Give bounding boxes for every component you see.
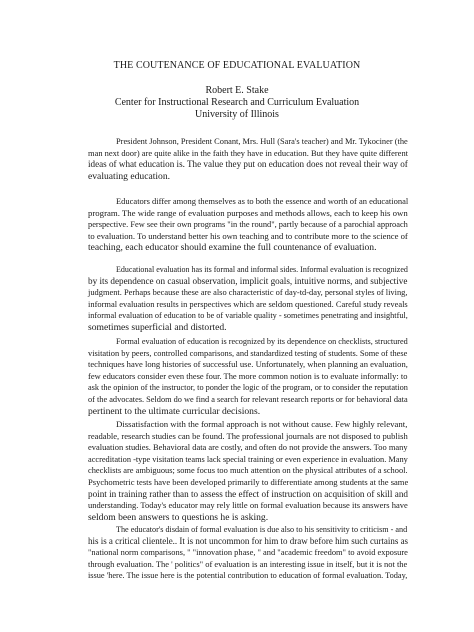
paragraph-line: Psychometric tests have been developed primarily to differentiate among students at the same — [88, 476, 409, 487]
paragraph-line: The educator's disdain of formal evaluation is due also to his sensitivity to criticism - and — [116, 525, 408, 534]
paragraph-line: evaluation studies. Behavioral data are costly, and often do not provide the answers. Too many — [88, 442, 408, 453]
paragraph-line: ask the opinion of the instructor, to ponder the logic of the program, or to consider the reputation — [88, 383, 408, 393]
affiliation-university: University of Illinois — [195, 109, 279, 120]
paragraph-line: evaluating education. — [88, 170, 171, 182]
paragraph-line: by its dependence on casual observation, implicit goals, intuitive norms, and subjective — [88, 275, 408, 286]
paragraph-6 — [88, 524, 408, 582]
paragraph-line: checklists are ambiguous; some focus too much attention on the physical attributes of a school. — [88, 466, 408, 476]
paragraph-line: Educators differ among themselves as to both the essence and worth of an educational — [116, 196, 409, 206]
paragraph-line: program. The wide range of evaluation purposes and methods allows, each to keep his own — [88, 207, 408, 218]
paragraph-line: pertinent to the ultimate curricular decisions. — [88, 405, 261, 417]
author-name: Robert E. Stake — [205, 85, 269, 96]
paragraph-line: visitation by peers, controlled comparisons, and standardized testing of students. Some of these — [88, 348, 408, 358]
paragraph-line: techniques have long histories of successful use. Unfortunately, when planning an evaluation, — [88, 359, 408, 370]
paragraph-line: few educators consider even these four. The more common notion is to evaluate informally: to — [88, 370, 408, 381]
paragraph-line: judgment. Perhaps because these are also characteristic of day-td-day, personal styles of living, — [88, 288, 408, 298]
document-title: THE COUTENANCE OF EDUCATIONAL EVALUATION — [113, 60, 361, 71]
author-block — [0, 85, 474, 121]
paragraph-line: sometimes superficial and distorted. — [88, 321, 227, 333]
paragraph-line: seldom been answers to questions he is asking. — [88, 511, 269, 523]
paragraph-line: to evaluation. To understand better his own teaching and to contribute more to the science of — [88, 230, 408, 241]
paragraph-line: "national norm comparisons, " "innovation phase, " and "academic freedom" to avoid exposure — [88, 548, 408, 558]
paragraph-line: man next door) are quite alike in the faith they have in education. But they have quite different — [88, 147, 409, 158]
paragraph-line: understanding. Today's educator may rely little on formal evaluation because its answers have — [88, 500, 408, 511]
paragraph-line: President Johnson, President Conant, Mrs. Hull (Sara's teacher) and Mr. Tykociner (the — [116, 137, 408, 146]
paragraph-line: point in training rather than to assess the effect of instruction on acquisition of skill and — [88, 488, 408, 499]
paragraph-line: Educational evaluation has its formal and informal sides. Informal evaluation is recognized — [116, 265, 408, 274]
paragraph-line: ideas of what education is. The value they put on education does not reveal their way of — [88, 159, 408, 170]
paragraph-line: of the advocates. Seldom do we find a search for relevant research reports or for behavioral data — [88, 394, 408, 404]
paragraph-5 — [88, 419, 408, 523]
paragraph-line: through evaluation. The ' politics" of evaluation is an interesting issue in itself, but it is not the — [88, 558, 408, 569]
paragraph-line: issue 'here. The issue here is the potential contribution to education of formal evaluation. Today, — [88, 571, 408, 581]
paragraph-line: his is a critical clientele.. It is not uncommon for him to draw before him such curtains as — [88, 535, 409, 546]
paragraph-line: accreditation -type visitation teams lack special training or even experience in evaluation. Many — [88, 454, 408, 464]
paragraph-line: teaching, each educator should examine the full countenance of evaluation. — [88, 242, 377, 254]
paragraph-line: perspective. Few see their own programs "in the round", partly because of a parochial approach — [88, 220, 408, 230]
paragraph-2 — [88, 196, 408, 254]
paragraph-3 — [88, 264, 408, 334]
paragraph-4 — [88, 336, 408, 417]
paragraph-line: readable, research studies can be found. The professional journals are not disposed to publish — [88, 430, 408, 441]
affiliation-center: Center for Instructional Research and Curriculum Evaluation — [114, 97, 360, 108]
paragraph-line: Dissatisfaction with the formal approach is not without cause. Few highly relevant, — [116, 419, 408, 429]
paragraph-line: informal evaluation results in perspectives which are seldom questioned. Careful study reveals — [88, 298, 408, 309]
paragraph-1 — [88, 136, 408, 182]
paragraph-line: informal evaluation of education to be of variable quality - sometimes penetrating and insightful, — [88, 311, 408, 321]
paragraph-line: Formal evaluation of education is recognized by its dependence on checklists, structured — [116, 337, 408, 346]
